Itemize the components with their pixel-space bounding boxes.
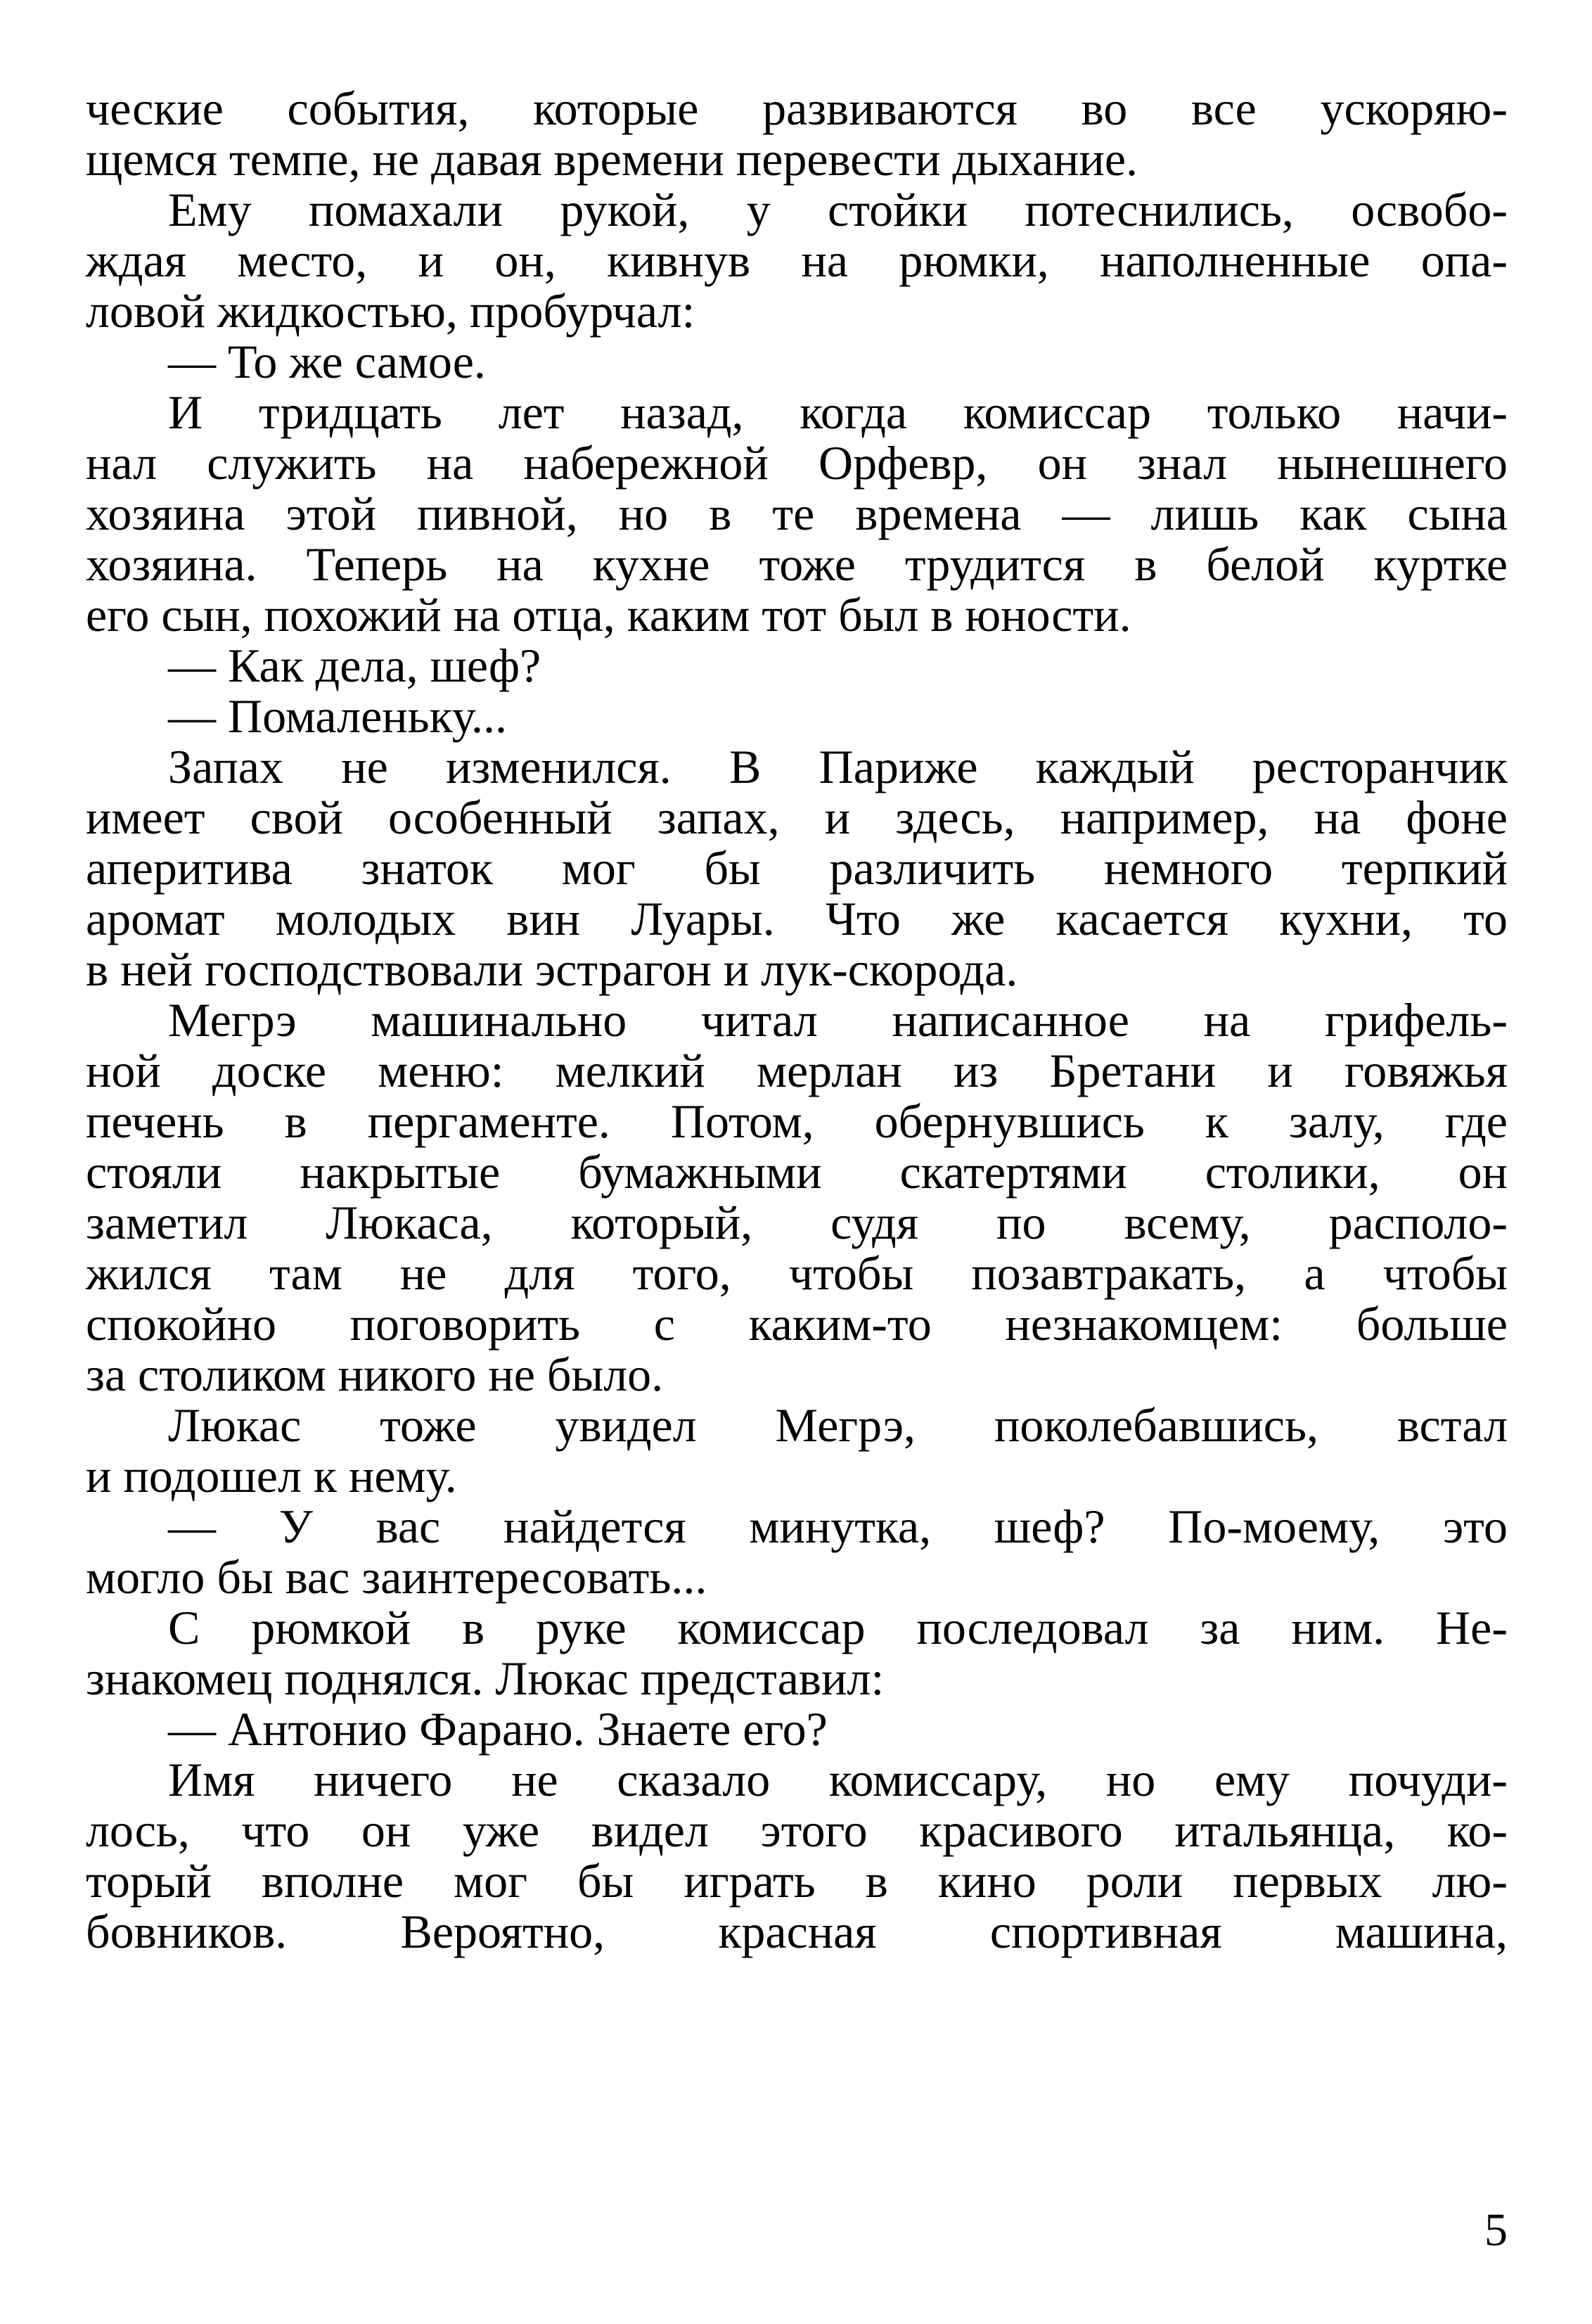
text-line: хозяина. Теперь на кухне тоже трудится в белой куртке [86, 537, 1508, 591]
text-line: торый вполне мог бы играть в кино роли первых лю- [86, 1854, 1508, 1908]
text-line: аперитива знаток мог бы различить немного терпкий [86, 841, 1508, 895]
text-line: ческие события, которые развиваются во все ускоряю- [86, 82, 1508, 135]
text-line: жился там не для того, чтобы позавтракать, а чтобы [86, 1246, 1508, 1300]
text-line: — Антонио Фарано. Знаете его? [168, 1702, 828, 1756]
body-text [86, 83, 1508, 1957]
text-line: — То же самое. [168, 335, 486, 388]
text-line: С рюмкой в руке комиссар последовал за ним. Не- [168, 1601, 1508, 1654]
text-line: Люкас тоже увидел Мегрэ, поколебавшись, встал [168, 1398, 1508, 1452]
text-line: за столиком никого не было. [86, 1348, 664, 1401]
page-number: 5 [1484, 2204, 1508, 2256]
text-line: И тридцать лет назад, когда комиссар только начи- [168, 385, 1508, 439]
text-line: лось, что он уже видел этого красивого итальянца, ко- [86, 1803, 1508, 1857]
text-line: в ней господствовали эстрагон и лук-скорода. [86, 943, 1018, 996]
text-line: Мегрэ машинально читал написанное на грифель- [168, 993, 1508, 1047]
text-line: ной доске меню: мелкий мерлан из Бретани и говяжья [86, 1044, 1508, 1097]
text-line: Запах не изменился. В Париже каждый ресторанчик [168, 740, 1508, 793]
text-line: нал служить на набережной Орфевр, он знал нынешнего [86, 436, 1508, 490]
text-line: имеет свой особенный запах, и здесь, например, на фоне [86, 791, 1508, 844]
text-line: заметил Люкаса, который, судя по всему, располо- [86, 1196, 1508, 1249]
text-line: могло бы вас заинтересовать... [86, 1550, 707, 1604]
text-line: — Как дела, шеф? [168, 639, 541, 692]
text-line: ловой жидкостью, пробурчал: [86, 284, 695, 338]
text-line: и подошел к нему. [86, 1449, 457, 1502]
text-line: стояли накрытые бумажными скатертями столики, он [86, 1145, 1508, 1199]
text-line: его сын, похожий на отца, каким тот был в юности. [86, 588, 1131, 641]
text-line: печень в пергаменте. Потом, обернувшись к залу, где [86, 1094, 1508, 1148]
text-line: ждая место, и он, кивнув на рюмки, наполненные опа- [86, 234, 1508, 287]
text-line: — У вас найдется минутка, шеф? По-моему, это [168, 1500, 1508, 1553]
text-line: щемся темпе, не давая времени перевести дыхание. [86, 132, 1138, 186]
text-line: хозяина этой пивной, но в те времена — лишь как сына [86, 487, 1508, 540]
text-line: знакомец поднялся. Люкас представил: [86, 1652, 885, 1705]
text-line: спокойно поговорить с каким-то незнакомцем: больше [86, 1297, 1508, 1351]
text-line: аромат молодых вин Луары. Что же касается кухни, то [86, 892, 1508, 945]
text-line: — Помаленьку... [168, 689, 507, 743]
text-line: Имя ничего не сказало комиссару, но ему почуди- [168, 1753, 1508, 1806]
text-line: бовников. Вероятно, красная спортивная машина, [86, 1905, 1508, 1958]
text-line: Ему помахали рукой, у стойки потеснились, освобо- [168, 183, 1508, 236]
